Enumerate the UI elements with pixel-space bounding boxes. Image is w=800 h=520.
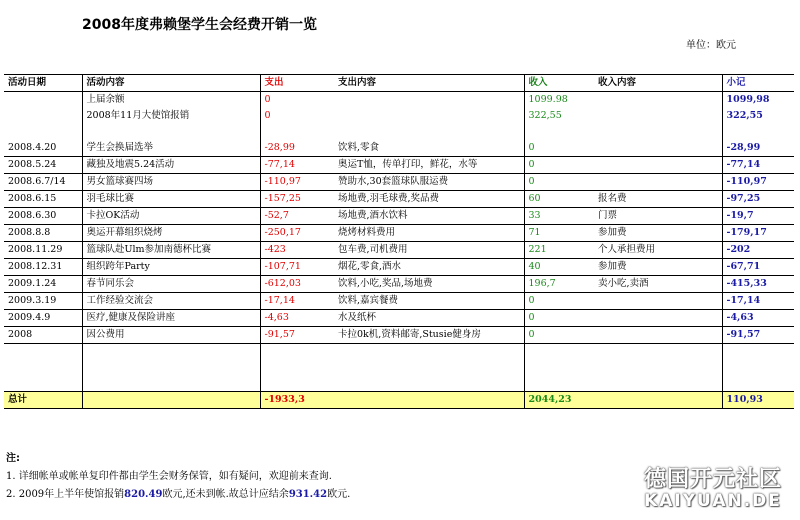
row-expense: 0	[264, 110, 271, 121]
row-income-content	[594, 157, 722, 174]
row-income-content	[594, 92, 722, 109]
notes-section	[6, 450, 350, 504]
row-date: 2008.5.24	[4, 157, 82, 174]
row-activity: 工作经验交流会	[82, 293, 260, 310]
row-date: 2008.6.30	[4, 208, 82, 225]
note-2-text-a: 2. 2009年上半年使馆报销	[6, 489, 125, 500]
table-row	[4, 276, 794, 293]
row-income-content	[594, 310, 722, 327]
row-expense-content: 水及纸杯	[334, 310, 524, 327]
note-2-text-c: 欧元.	[327, 489, 351, 500]
row-activity: 学生会换届选举	[82, 140, 260, 157]
row-income: 322,55	[528, 110, 562, 121]
row-activity: 奥运开幕组织烧烤	[82, 225, 260, 242]
row-date	[4, 92, 82, 109]
row-subtotal: -67,71	[722, 259, 794, 276]
page-title: 2008年度弗赖堡学生会经费开销一览	[82, 17, 317, 33]
row-activity: 因公费用	[82, 327, 260, 344]
row-expense-content: 奥运T恤，传单打印，鲜花，水等	[334, 157, 524, 174]
row-expense-content: 场地费,羽毛球费,奖品费	[334, 191, 524, 208]
header-expense-content: 支出内容	[334, 75, 524, 92]
row-date: 2009.4.9	[4, 310, 82, 327]
row-activity: 篮球队赴Ulm参加南德杯比赛	[82, 242, 260, 259]
row-income: 60	[524, 191, 594, 208]
total-income: 2044,23	[524, 392, 594, 409]
row-income: 221	[524, 242, 594, 259]
row-activity: 男女篮球赛四场	[82, 174, 260, 191]
row-subtotal: -17,14	[722, 293, 794, 310]
row-expense: 0	[264, 94, 271, 105]
table-row	[4, 327, 794, 344]
row-income: 0	[524, 174, 594, 191]
row-income: 33	[524, 208, 594, 225]
row-subtotal: -415,33	[722, 276, 794, 293]
row-subtotal: -28,99	[722, 140, 794, 157]
header-expense: 支出	[260, 75, 334, 92]
row-subtotal: -202	[722, 242, 794, 259]
row-date: 2008.6.15	[4, 191, 82, 208]
row-expense-content: 饮料,零食	[334, 140, 524, 157]
row-subtotal: -77,14	[722, 157, 794, 174]
row-date	[4, 108, 82, 124]
row-expense: -612,03	[260, 276, 334, 293]
total-expense: -1933,3	[260, 392, 334, 409]
spacer-row	[4, 376, 794, 392]
row-income-content	[594, 108, 722, 124]
row-expense-content: 烟花,零食,酒水	[334, 259, 524, 276]
row-subtotal: -91,57	[722, 327, 794, 344]
table-row	[4, 259, 794, 276]
note-2-amount-2: 931.42	[288, 489, 328, 500]
row-expense: -110,97	[260, 174, 334, 191]
row-subtotal: -4,63	[722, 310, 794, 327]
table-row	[4, 191, 794, 208]
row-income: 0	[524, 140, 594, 157]
unit-label: 单位：欧元	[686, 40, 736, 51]
row-date: 2008.12.31	[4, 259, 82, 276]
table-row	[4, 293, 794, 310]
row-activity: 春节同乐会	[82, 276, 260, 293]
spacer-row	[4, 124, 794, 140]
row-expense-content	[334, 92, 524, 109]
row-expense: -91,57	[260, 327, 334, 344]
row-expense: -423	[260, 242, 334, 259]
table-row	[4, 92, 794, 109]
row-activity: 藏独及地震5.24活动	[82, 157, 260, 174]
note-2	[6, 486, 350, 504]
row-expense-content: 场地费,酒水饮料	[334, 208, 524, 225]
row-subtotal: -179,17	[722, 225, 794, 242]
row-income-content	[594, 327, 722, 344]
total-blank-2	[334, 392, 524, 409]
row-subtotal: 1099,98	[726, 94, 770, 105]
note-2-amount-1: 820.49	[124, 489, 163, 500]
row-income-content: 卖小吃,卖酒	[594, 276, 722, 293]
row-activity: 组织跨年Party	[82, 259, 260, 276]
row-expense: -4,63	[260, 310, 334, 327]
row-date: 2008	[4, 327, 82, 344]
row-expense: -17,14	[260, 293, 334, 310]
header-date: 活动日期	[4, 75, 82, 92]
header-subtotal: 小记	[722, 75, 794, 92]
total-row	[4, 392, 794, 409]
table-row	[4, 242, 794, 259]
row-expense: -52,7	[260, 208, 334, 225]
row-income: 40	[524, 259, 594, 276]
note-1: 1. 详细帐单或帐单复印件都由学生会财务保管，如有疑问，欢迎前来查询.	[6, 471, 332, 482]
row-date: 2008.4.20	[4, 140, 82, 157]
row-expense-content: 卡拉0k机,资料邮寄,Stusie健身房	[334, 327, 524, 344]
row-income: 0	[524, 310, 594, 327]
watermark-logo	[644, 462, 782, 511]
row-income-content: 报名费	[594, 191, 722, 208]
row-expense-content: 饮料,嘉宾餐费	[334, 293, 524, 310]
watermark-line-1: 德国开元社区	[643, 467, 782, 492]
table-row	[4, 157, 794, 174]
row-income: 0	[524, 157, 594, 174]
row-date: 2008.6.7/14	[4, 174, 82, 191]
row-income-content	[594, 293, 722, 310]
row-expense: -107,71	[260, 259, 334, 276]
row-date: 2009.3.19	[4, 293, 82, 310]
watermark-line-2: KAIYUAN.DE	[644, 491, 782, 511]
row-expense-content: 包车费,司机费用	[334, 242, 524, 259]
table-header-row	[4, 75, 794, 92]
total-label: 总计	[4, 392, 82, 409]
row-expense-content: 烧烤材料费用	[334, 225, 524, 242]
row-income: 0	[524, 293, 594, 310]
row-income: 1099.98	[528, 94, 568, 105]
row-activity: 医疗,健康及保险讲座	[82, 310, 260, 327]
notes-heading: 注:	[6, 453, 20, 464]
spacer-row	[4, 360, 794, 376]
header-activity: 活动内容	[82, 75, 260, 92]
row-expense-content	[334, 108, 524, 124]
row-expense-content: 赞助水,30套篮球队服运费	[334, 174, 524, 191]
table-row	[4, 310, 794, 327]
note-2-text-b: 欧元,还未到帐.故总计应结余	[162, 489, 289, 500]
row-subtotal: -97,25	[722, 191, 794, 208]
total-subtotal: 110,93	[722, 392, 794, 409]
row-subtotal: -19,7	[722, 208, 794, 225]
expense-table	[4, 74, 794, 409]
table-row	[4, 225, 794, 242]
row-date: 2008.11.29	[4, 242, 82, 259]
row-activity: 2008年11月大使馆报销	[82, 108, 260, 124]
header-income-content: 收入内容	[594, 75, 722, 92]
row-expense: -157,25	[260, 191, 334, 208]
row-activity: 上届余额	[82, 92, 260, 109]
row-income-content: 参加费	[594, 259, 722, 276]
row-income: 196,7	[524, 276, 594, 293]
total-blank-3	[594, 392, 722, 409]
table-row	[4, 208, 794, 225]
row-income-content: 参加费	[594, 225, 722, 242]
spacer-row	[4, 344, 794, 360]
total-blank-1	[82, 392, 260, 409]
row-activity: 卡拉OK活动	[82, 208, 260, 225]
row-subtotal: -110,97	[722, 174, 794, 191]
row-income-content: 个人承担费用	[594, 242, 722, 259]
row-activity: 羽毛球比赛	[82, 191, 260, 208]
table-row	[4, 108, 794, 124]
row-expense: -28,99	[260, 140, 334, 157]
row-expense-content: 饮料,小吃,奖品,场地费	[334, 276, 524, 293]
row-income: 0	[524, 327, 594, 344]
row-income: 71	[524, 225, 594, 242]
row-income-content	[594, 174, 722, 191]
row-expense: -250,17	[260, 225, 334, 242]
table-row	[4, 140, 794, 157]
row-expense: -77,14	[260, 157, 334, 174]
row-income-content	[594, 140, 722, 157]
header-income: 收入	[524, 75, 594, 92]
table-row	[4, 174, 794, 191]
row-date: 2008.8.8	[4, 225, 82, 242]
row-subtotal: 322,55	[726, 110, 763, 121]
row-income-content: 门票	[594, 208, 722, 225]
row-date: 2009.1.24	[4, 276, 82, 293]
